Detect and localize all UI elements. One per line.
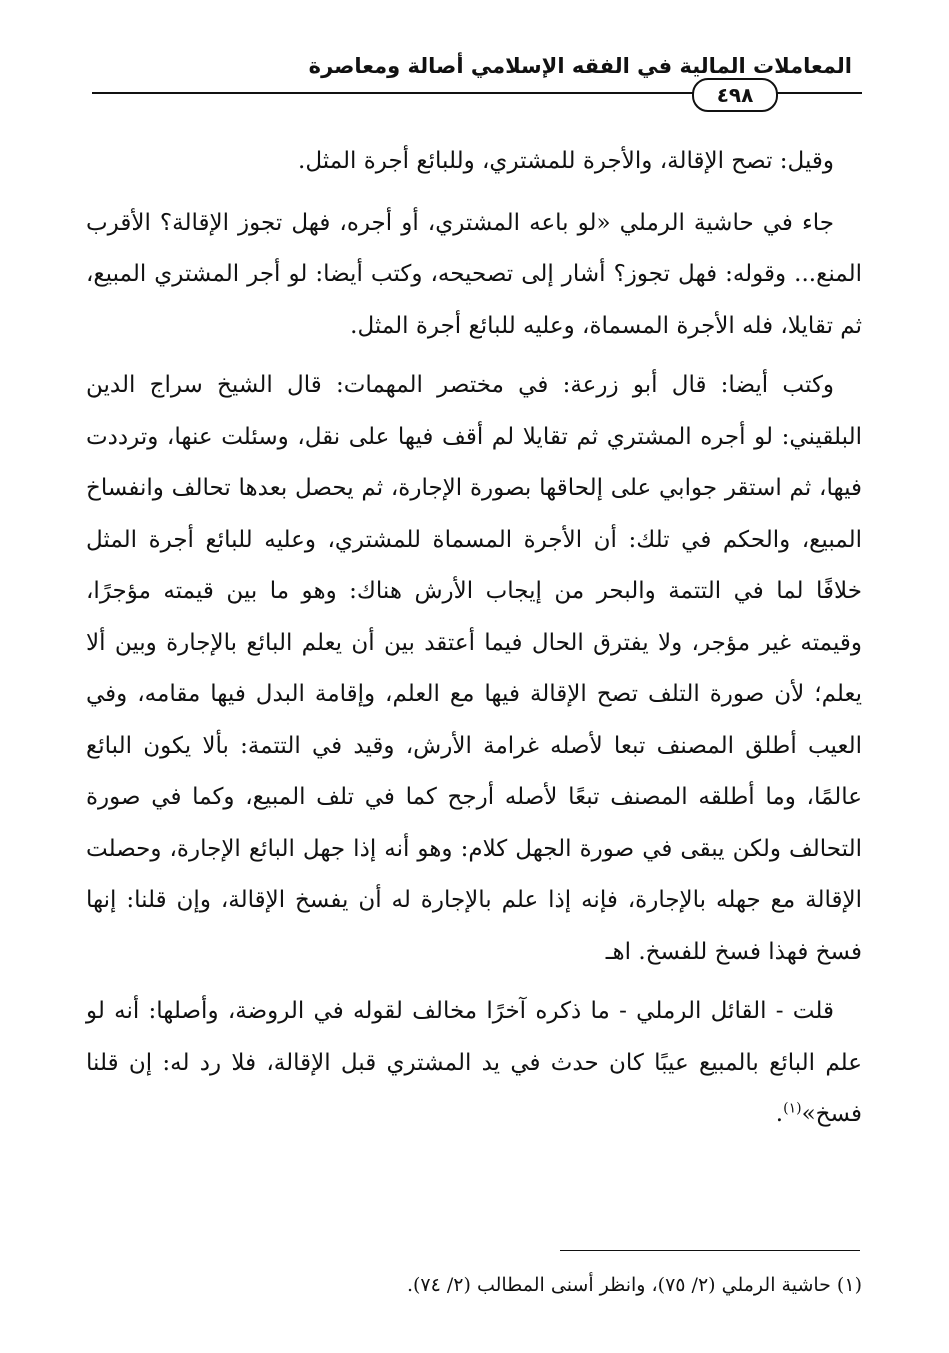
- page-number-badge: ٤٩٨: [692, 78, 778, 112]
- paragraph-4: [86, 986, 862, 1141]
- paragraph-3: وكتب أيضا: قال أبو زرعة: في مختصر المهمات: قال الشيخ سراج الدين البلقيني: لو أجره المشتري ثم تقايلا لم أقف فيها على نقل، وسئلت عنها، وترددت فيها، ثم استقر جوابي على إلحاقها بصورة الإجارة، ثم يحصل بعدها تحالف وانفساخ المبيع، والحكم في تلك: أن الأجرة المسماة للمشتري، وعليه للبائع أجرة المثل خلافًا لما في التتمة والبحر من إيجاب الأرش هناك: وهو ما بين قيمته مؤجرًا، وقيمته غير مؤجر، ولا يفترق الحال فيما أعتقد بين أن يعلم البائع بالإجارة وبين ألا يعلم؛ لأن صورة التلف تصح الإقالة فيها مع العلم، وإقامة البدل فيها مقامه، وفي العيب أطلق المصنف تبعا لأصله غرامة الأرش، وقيد في التتمة: بألا يكون البائع عالمًا، وما أطلقه المصنف تبعًا لأصله أرجح كما في تلف المبيع، وكما في صورة التحالف ولكن يبقى في صورة الجهل كلام: وهو أنه إذا جهل البائع الإجارة، وحصلت الإقالة مع جهله بالإجارة، فإنه إذا علم بالإجارة له أن يفسخ الإقالة، وإن قلنا: إنها فسخ فهذا فسخ للفسخ. اهـ: [86, 372, 862, 965]
- paragraph-1: وقيل: تصح الإقالة، والأجرة للمشتري، وللبائع أجرة المثل.: [298, 148, 834, 174]
- book-title: المعاملات المالية في الفقه الإسلامي أصالة ومعاصرة: [308, 54, 852, 78]
- footnote-separator: [560, 1250, 860, 1251]
- paragraph-4-end: .: [775, 1101, 784, 1127]
- paragraph-4-text: قلت - القائل الرملي - ما ذكره آخرًا مخالف لقوله في الروضة، وأصلها: أنه لو علم البائع بالمبيع عيبًا كان حدث في يد المشتري قبل الإقالة، فلا رد له: إن قلنا فسخ»: [86, 998, 862, 1127]
- footnote-1: (١) حاشية الرملي (٢/ ٧٥)، وانظر أسنى المطالب (٢/ ٧٤).: [406, 1274, 862, 1296]
- main-text: [86, 136, 862, 1149]
- footnote-reference: (١): [783, 1100, 802, 1117]
- paragraph-2: جاء في حاشية الرملي «لو باعه المشتري، أو أجره، فهل تجوز الإقالة؟ الأقرب المنع... وقوله: فهل تجوز؟ أشار إلى تصحيحه، وكتب أيضا: لو أجر المشتري المبيع، ثم تقايلا، فله الأجرة المسماة، وعليه للبائع أجرة المثل.: [86, 209, 862, 339]
- page-header: [92, 50, 862, 114]
